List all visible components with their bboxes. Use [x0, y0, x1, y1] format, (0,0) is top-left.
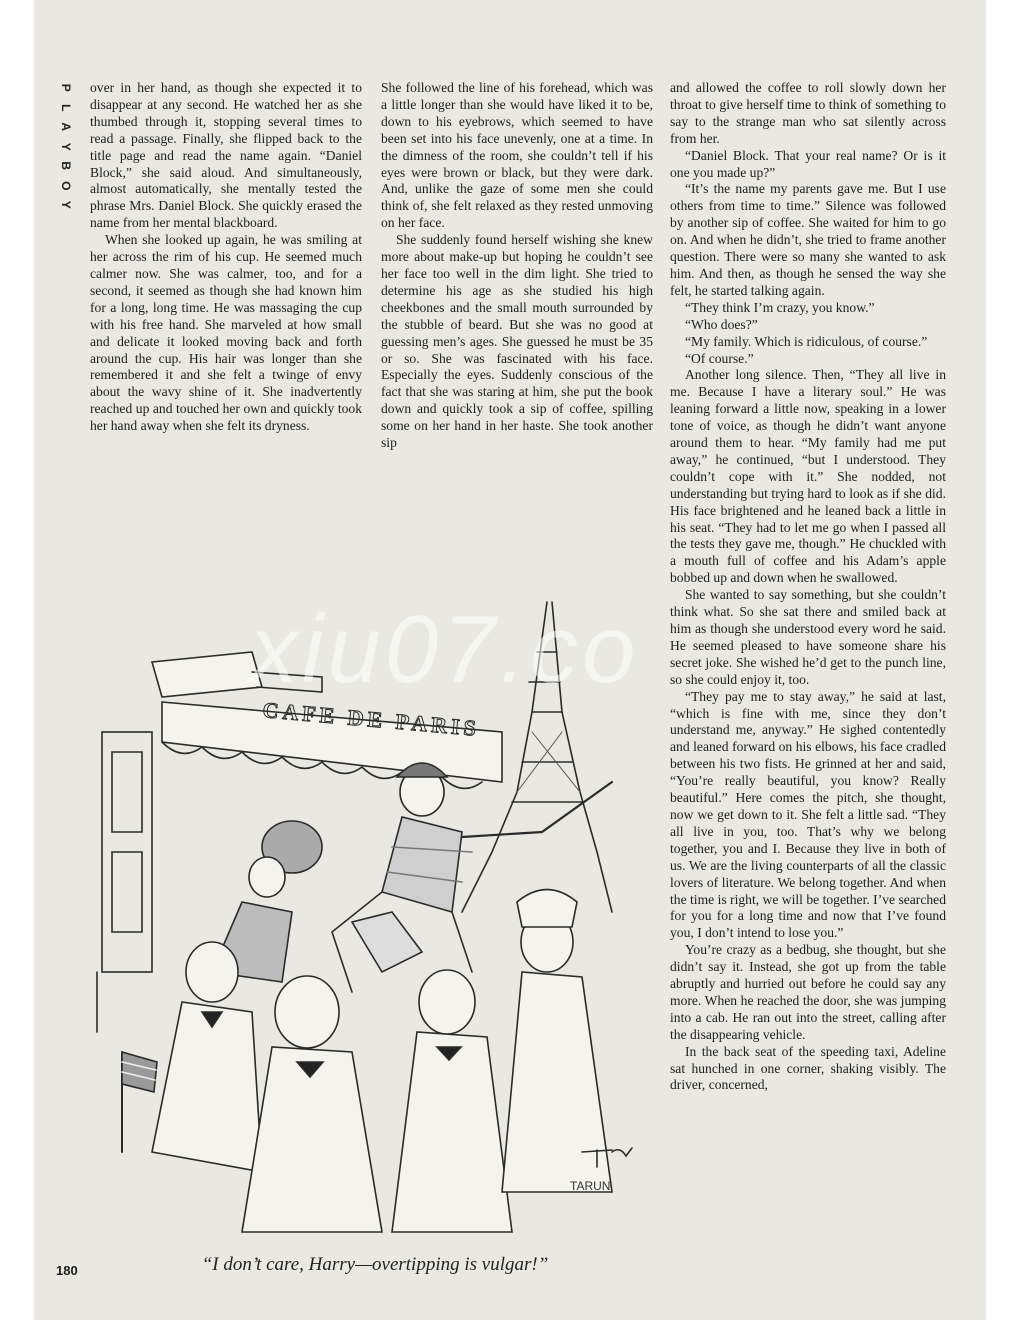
vertical-brand-title	[56, 78, 74, 215]
body-paragraph: Another long silence. Then, “They all live in me. Because I have a literary soul.” He was leaning forward a little now, speaking in a lower tone of voice, as though he didn’t want anyone around them to hear. “My family had me put away,” he continued, “but I understood. They couldn’t cope with it.” She nodded, not understanding but trying hard to look as if she did. His face brightened and he leaned back a little in his seat. “They had to let me go when I passed all the tests they gave me, though.” He chuckled with a mouth full of coffee and his Adam’s apple bobbed up and down when he swallowed.	[670, 367, 946, 586]
cafe-sign-text: CAFE DE PARIS	[261, 697, 481, 741]
page-number: 180	[56, 1263, 78, 1278]
body-paragraph: In the back seat of the speeding taxi, Adeline sat hunched in one corner, shaking visibly. The driver, concerned,	[670, 1043, 946, 1093]
body-paragraph: She followed the line of his forehead, which was a little longer than she would have liked it to be, down to his eyebrows, which seemed to have been set into his face unevenly, one at a time. In the dimness of the room, she couldn’t tell if his eyes were brown or black, but they were dark. And, unlike the gaze of some men she could think of, she felt relaxed as they rested unmoving on her face.	[381, 80, 653, 231]
body-paragraph: “It’s the name my parents gave me. But I use others from time to time.” Silence was followed by another sip of coffee. She waited for him to go on. And when he didn’t, she tried to frame another question. There were so many she wanted to ask him. And then, as though he sensed the way she felt, he started talking again.	[670, 181, 946, 298]
body-paragraph: “My family. Which is ridiculous, of course.”	[684, 333, 928, 349]
flag-drawing	[122, 1052, 157, 1152]
body-paragraph: She suddenly found herself wishing she knew more about make-up but hoping he couldn’t see her face too well in the dim light. She tried to determine his age as she studied his high cheekbones and the small mouth surrounded by the stubble of beard. But she was no good at guessing men’s ages. She guessed he must be 35 or so. She was fascinated with his face. Especially the eyes. Suddenly conscious of the fact that she was staring at him, she put the book down and quickly took a sip of coffee, spilling some on her hand in her haste. She took another sip	[381, 232, 653, 451]
body-paragraph: “Who does?”	[684, 316, 758, 332]
brand-letter: O	[58, 180, 73, 190]
cartoon-illustration	[92, 592, 652, 1242]
watermark-text: xiu07.co	[250, 596, 640, 703]
body-paragraph: “They think I’m crazy, you know.”	[684, 299, 875, 315]
body-paragraph: “Of course.”	[684, 350, 754, 366]
body-paragraph: She wanted to say something, but she couldn’t think what. So she sat there and smiled back at him as though she understood every word he said. He seemed pleased to have someone share his secret joke. She wished he’d get to the punch line, so she could enjoy it, too.	[670, 587, 946, 687]
text-column-2	[381, 80, 653, 452]
text-column-3	[670, 80, 946, 1094]
brand-letter: A	[58, 122, 73, 132]
artist-signature: TARUN	[570, 1179, 611, 1193]
brand-letter: B	[58, 161, 73, 171]
text-column-1	[90, 80, 362, 435]
body-paragraph: over in her hand, as though she expected it to disappear at any second. He watched her as she thumbed through it, stopping several times to read a passage. Finally, she flipped back to the title page and read the name again. “Daniel Block,” she said aloud. And simultaneously, almost automatically, she mentally tested the phrase Mrs. Daniel Block. She quickly erased the name from her mental blackboard.	[90, 80, 362, 231]
body-paragraph: and allowed the coffee to roll slowly down her throat to give herself time to think of something to say to the strange man who sat silently across from her.	[670, 80, 946, 146]
body-paragraph: When she looked up again, he was smiling at her across the rim of his cup. He seemed much calmer now. She was calmer, too, and for a second, it seemed as though she had known him for a long, long time. He was massaging the cup with his free hand. She marveled at how small and delicate it looked moving back and forth around the cup. His hair was longer than she remembered it and she felt a twinge of envy about the wavy shine of it. She inadvertently reached up and touched her own and quickly took her hand away when she felt its dryness.	[90, 232, 362, 434]
body-paragraph: You’re crazy as a bedbug, she thought, but she didn’t say it. Instead, she got up from the table abruptly and hurried out before he could say any more. When he reached the door, she was jumping into a cab. He ran out into the street, calling after the disappearing vehicle.	[670, 942, 946, 1042]
brand-letter: Y	[58, 200, 73, 209]
brand-letter: L	[58, 103, 73, 111]
brand-letter: P	[58, 83, 73, 92]
storefront-drawing	[97, 732, 152, 1032]
body-paragraph: “They pay me to stay away,” he said at last, “which is fine with me, since they don’t understand me, anyway.” He sighed contentedly and leaned forward on his elbows, his face cradled between his two fists. He grinned at her and said, “You’re really beautiful, you know? Really beautiful.” Here comes the pitch, she thought, now we get down to it. She felt a little sad. “They all live in you, too. That’s why we belong together, you and I. Because they live in both of us. We are the living counterparts of all the classic lovers of literature. We belong together. And when the time is right, we will be together. I’ve searched for you for a long time and now that I’ve found you, I don’t intend to lose you.”	[670, 688, 946, 941]
cartoon-caption: “I don’t care, Harry—overtipping is vulgar!”	[201, 1254, 549, 1275]
brand-letter: Y	[58, 142, 73, 151]
body-paragraph: “Daniel Block. That your real name? Or is it one you made up?”	[670, 147, 946, 180]
crowd-drawing	[152, 890, 612, 1233]
